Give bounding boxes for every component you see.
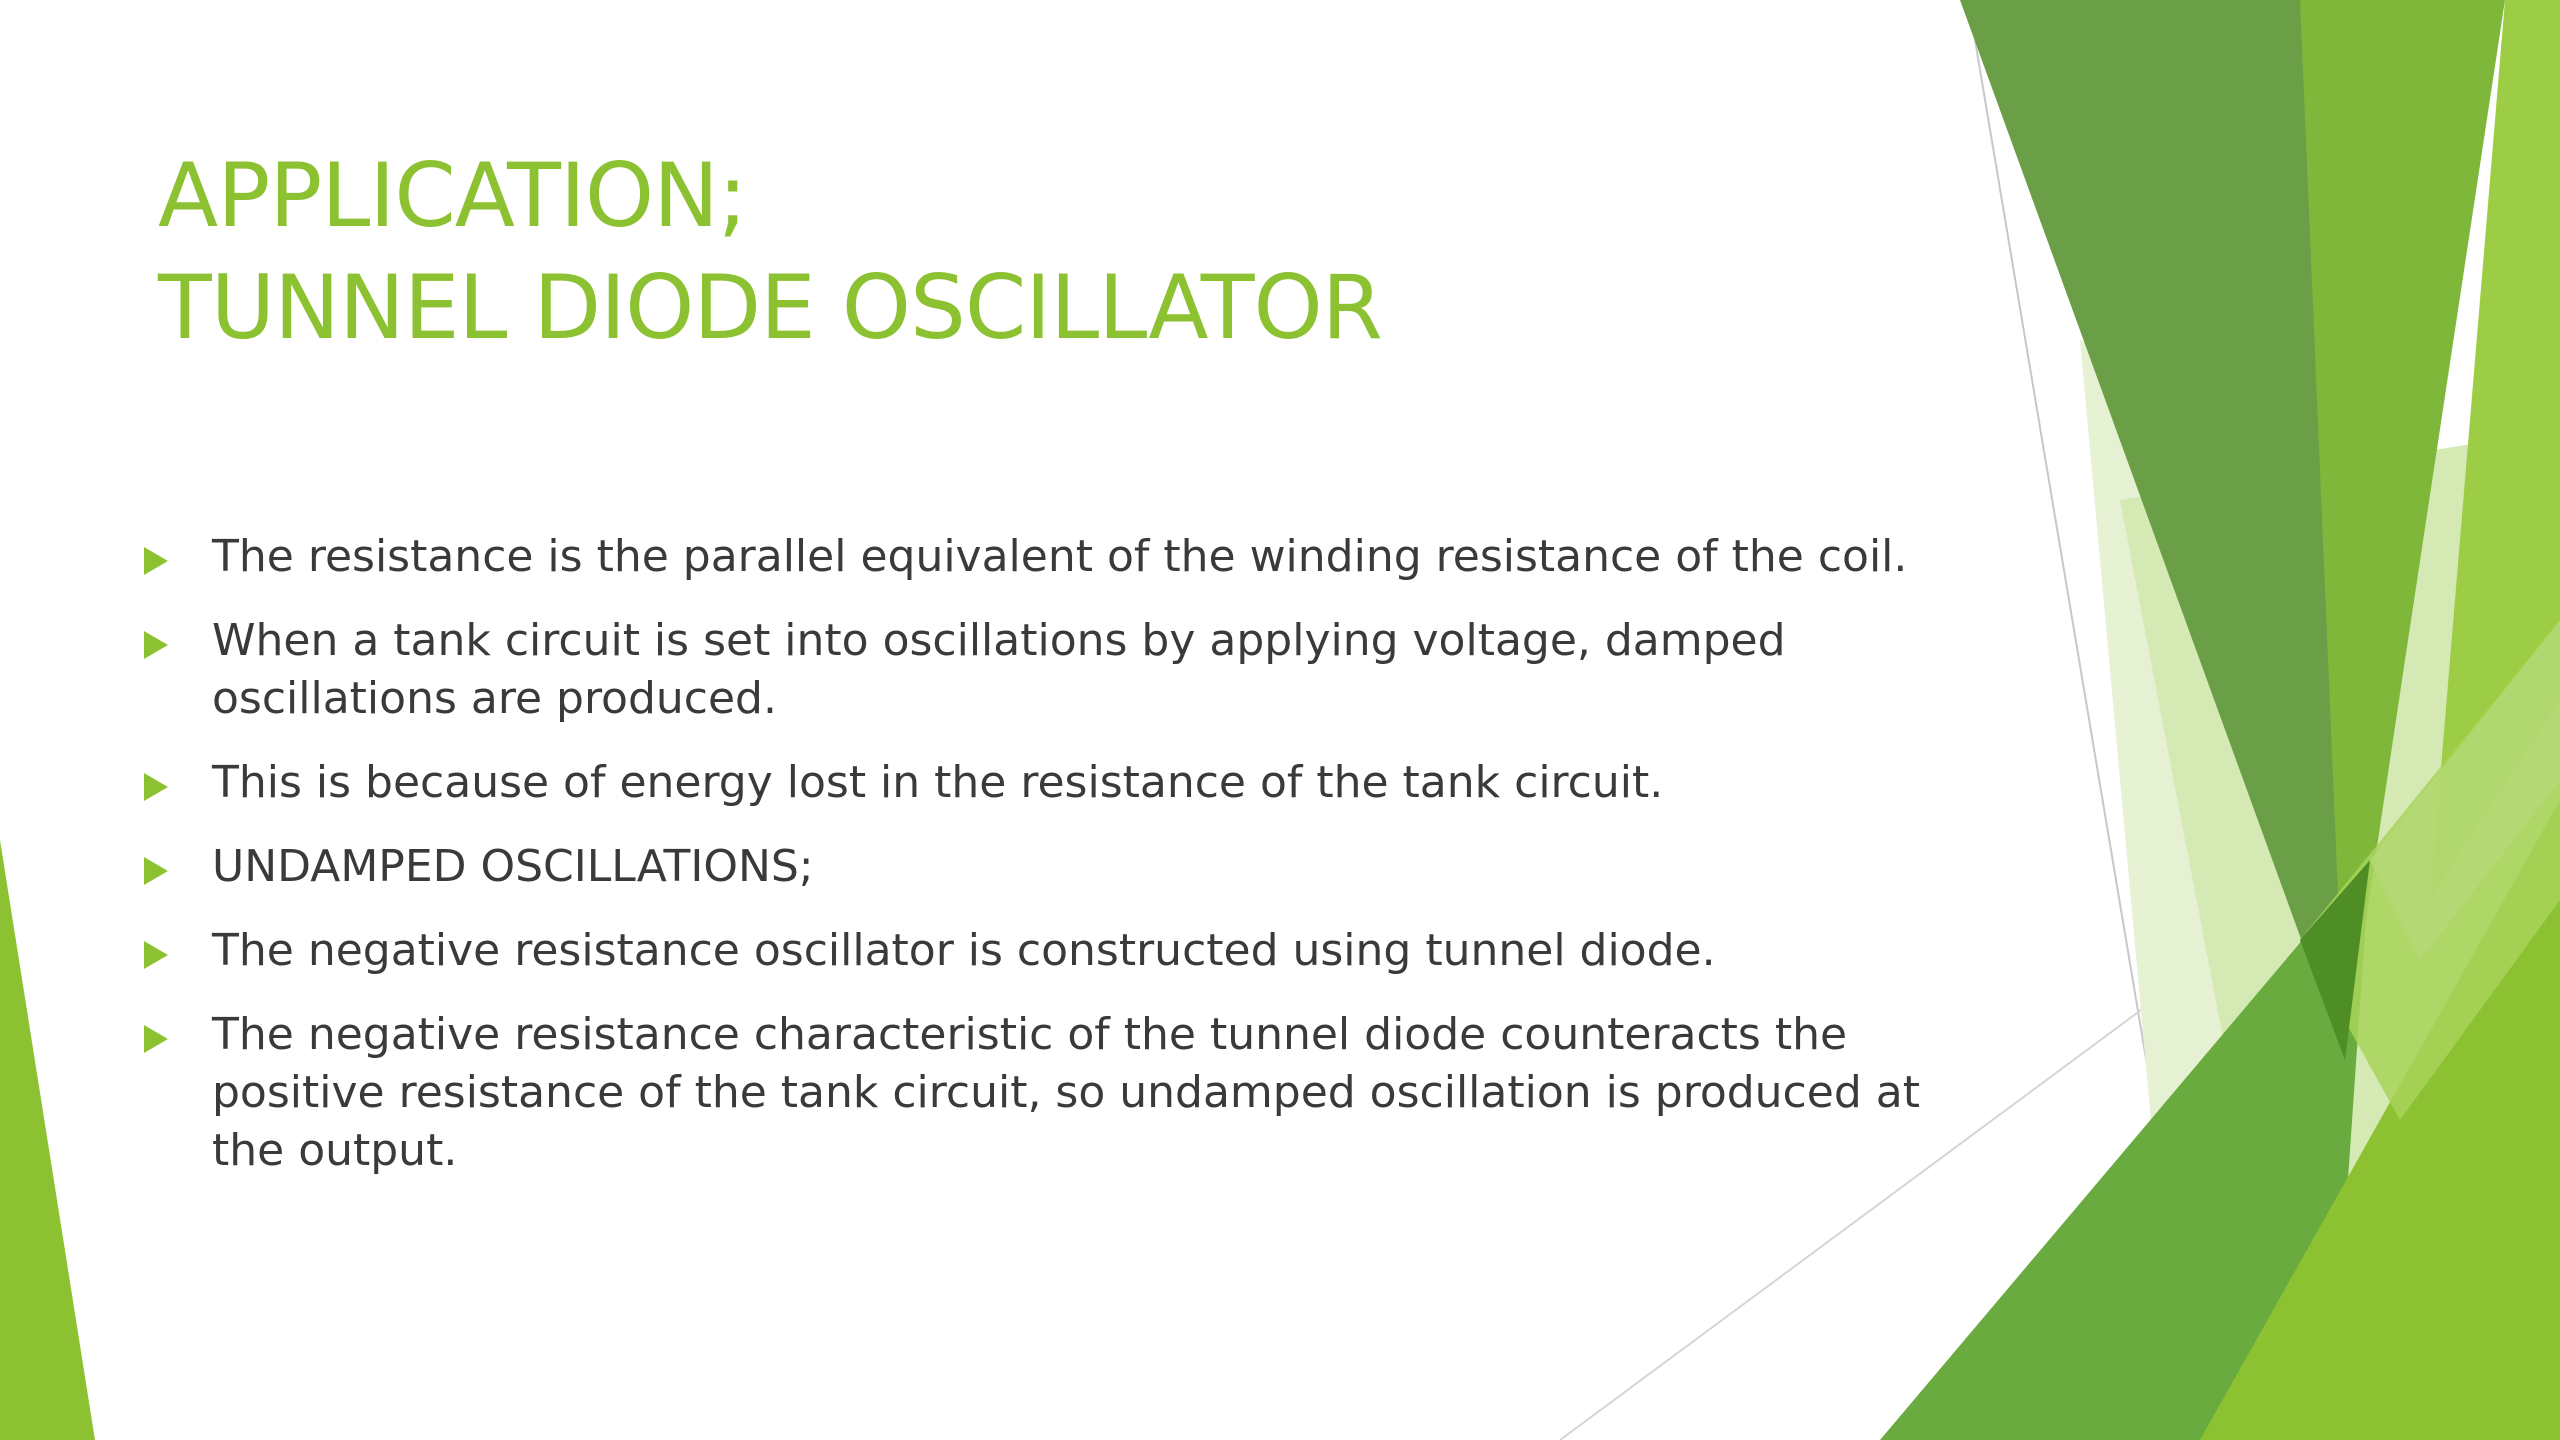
right-triangle-bullet-icon bbox=[144, 631, 168, 659]
right-triangle-bullet-icon bbox=[144, 773, 168, 801]
right-triangle-bullet-icon bbox=[144, 547, 168, 575]
bullet-text: UNDAMPED OSCILLATIONS; bbox=[212, 841, 814, 892]
bullet-item bbox=[140, 528, 1920, 586]
slide-title-line-2: TUNNEL DIODE OSCILLATOR bbox=[158, 256, 1382, 359]
slide-title-line-1: APPLICATION; bbox=[158, 144, 747, 247]
bullet-list bbox=[140, 528, 1920, 1206]
bullet-item bbox=[140, 922, 1920, 980]
right-triangle-bullet-icon bbox=[144, 941, 168, 969]
right-triangle-bullet-icon bbox=[144, 1025, 168, 1053]
bullet-text: The negative resistance characteristic of the tunnel diode counteracts the positive resistance of the tank circuit, so undamped oscillation is produced at the output. bbox=[212, 1009, 1920, 1176]
bullet-text: The resistance is the parallel equivalent of the winding resistance of the coil. bbox=[212, 531, 1908, 582]
bullet-text: When a tank circuit is set into oscillations by applying voltage, damped oscillations are produced. bbox=[212, 615, 1786, 724]
slide-title bbox=[158, 140, 1758, 364]
decor-left-sliver bbox=[0, 840, 95, 1440]
bullet-item bbox=[140, 1006, 1920, 1180]
bullet-item bbox=[140, 754, 1920, 812]
bullet-item bbox=[140, 838, 1920, 896]
bullet-text: This is because of energy lost in the resistance of the tank circuit. bbox=[212, 757, 1664, 808]
bullet-text: The negative resistance oscillator is constructed using tunnel diode. bbox=[212, 925, 1716, 976]
bullet-item bbox=[140, 612, 1920, 728]
right-triangle-bullet-icon bbox=[144, 857, 168, 885]
